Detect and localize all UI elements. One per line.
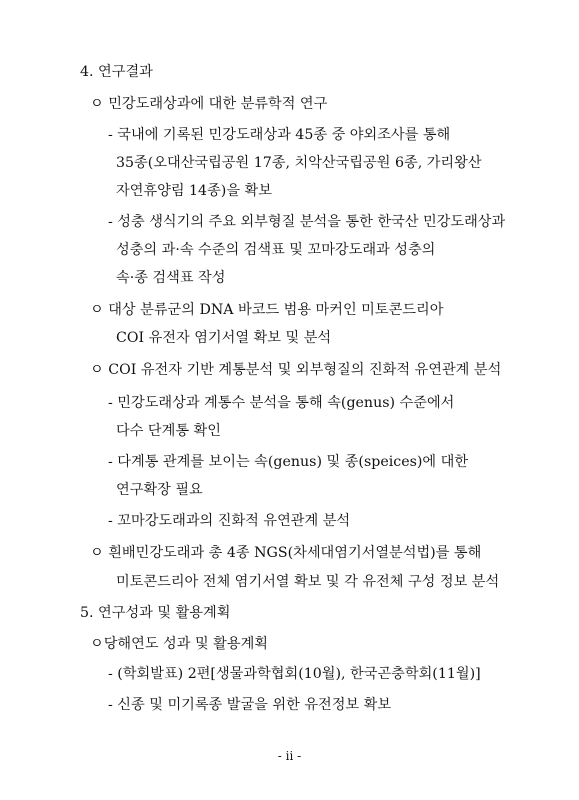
- dash-polyphyly-line1: - 다계통 관계를 보이는 속(genus) 및 종(speices)에 대한: [108, 454, 469, 470]
- dash-key-line1: - 성충 생식기의 주요 외부형질 분석을 통한 한국산 민강도래상과: [108, 214, 506, 230]
- dash-monophyly-line1: - 민강도래상과 계통수 분석을 통해 속(genus) 수준에서: [108, 395, 455, 411]
- bullet-ngs-line2: 미토콘드리아 전체 염기서열 확보 및 각 유전체 구성 정보 분석: [116, 574, 500, 590]
- bullet-phylogeny: ㅇ COI 유전자 기반 계통분석 및 외부형질의 진화적 유연관계 분석: [90, 362, 502, 378]
- dash-genetic-info: - 신종 및 미기록종 발굴을 위한 유전정보 확보: [108, 697, 392, 713]
- dash-conference-presentations: - (학회발표) 2편[생물과학협회(10월), 한국곤충학회(11월)]: [108, 666, 481, 682]
- dash-field-survey-line2: 35종(오대산국립공원 17종, 치악산국립공원 6종, 가리왕산: [116, 155, 482, 171]
- section-4-heading: 4. 연구결과: [80, 64, 153, 80]
- dash-field-survey-line3: 자연휴양림 14종)을 확보: [116, 183, 272, 199]
- dash-polyphyly-line2: 연구확장 필요: [116, 482, 203, 498]
- dash-evolutionary-relationship: - 꼬마강도래과의 진화적 유연관계 분석: [108, 513, 351, 529]
- dash-key-line3: 속·종 검색표 작성: [116, 270, 226, 286]
- dash-key-line2: 성충의 과·속 수준의 검색표 및 꼬마강도래과 성충의: [116, 242, 436, 258]
- bullet-dna-barcode-line2: COI 유전자 염기서열 확보 및 분석: [116, 330, 332, 346]
- dash-field-survey-line1: - 국내에 기록된 민강도래상과 45종 중 야외조사를 통해: [108, 127, 451, 143]
- bullet-dna-barcode-line1: ㅇ 대상 분류군의 DNA 바코드 범용 마커인 미토콘드리아: [90, 302, 444, 318]
- bullet-taxonomy-study: ㅇ 민강도래상과에 대한 분류학적 연구: [90, 96, 328, 112]
- page-number: - ii -: [277, 749, 302, 763]
- section-5-heading: 5. 연구성과 및 활용계획: [80, 605, 231, 621]
- bullet-annual-results: ㅇ당해연도 성과 및 활용계획: [90, 636, 268, 652]
- dash-monophyly-line2: 다수 단계통 확인: [116, 423, 221, 439]
- bullet-ngs-line1: ㅇ 흰배민강도래과 총 4종 NGS(차세대염기서열분석법)를 통해: [90, 545, 482, 561]
